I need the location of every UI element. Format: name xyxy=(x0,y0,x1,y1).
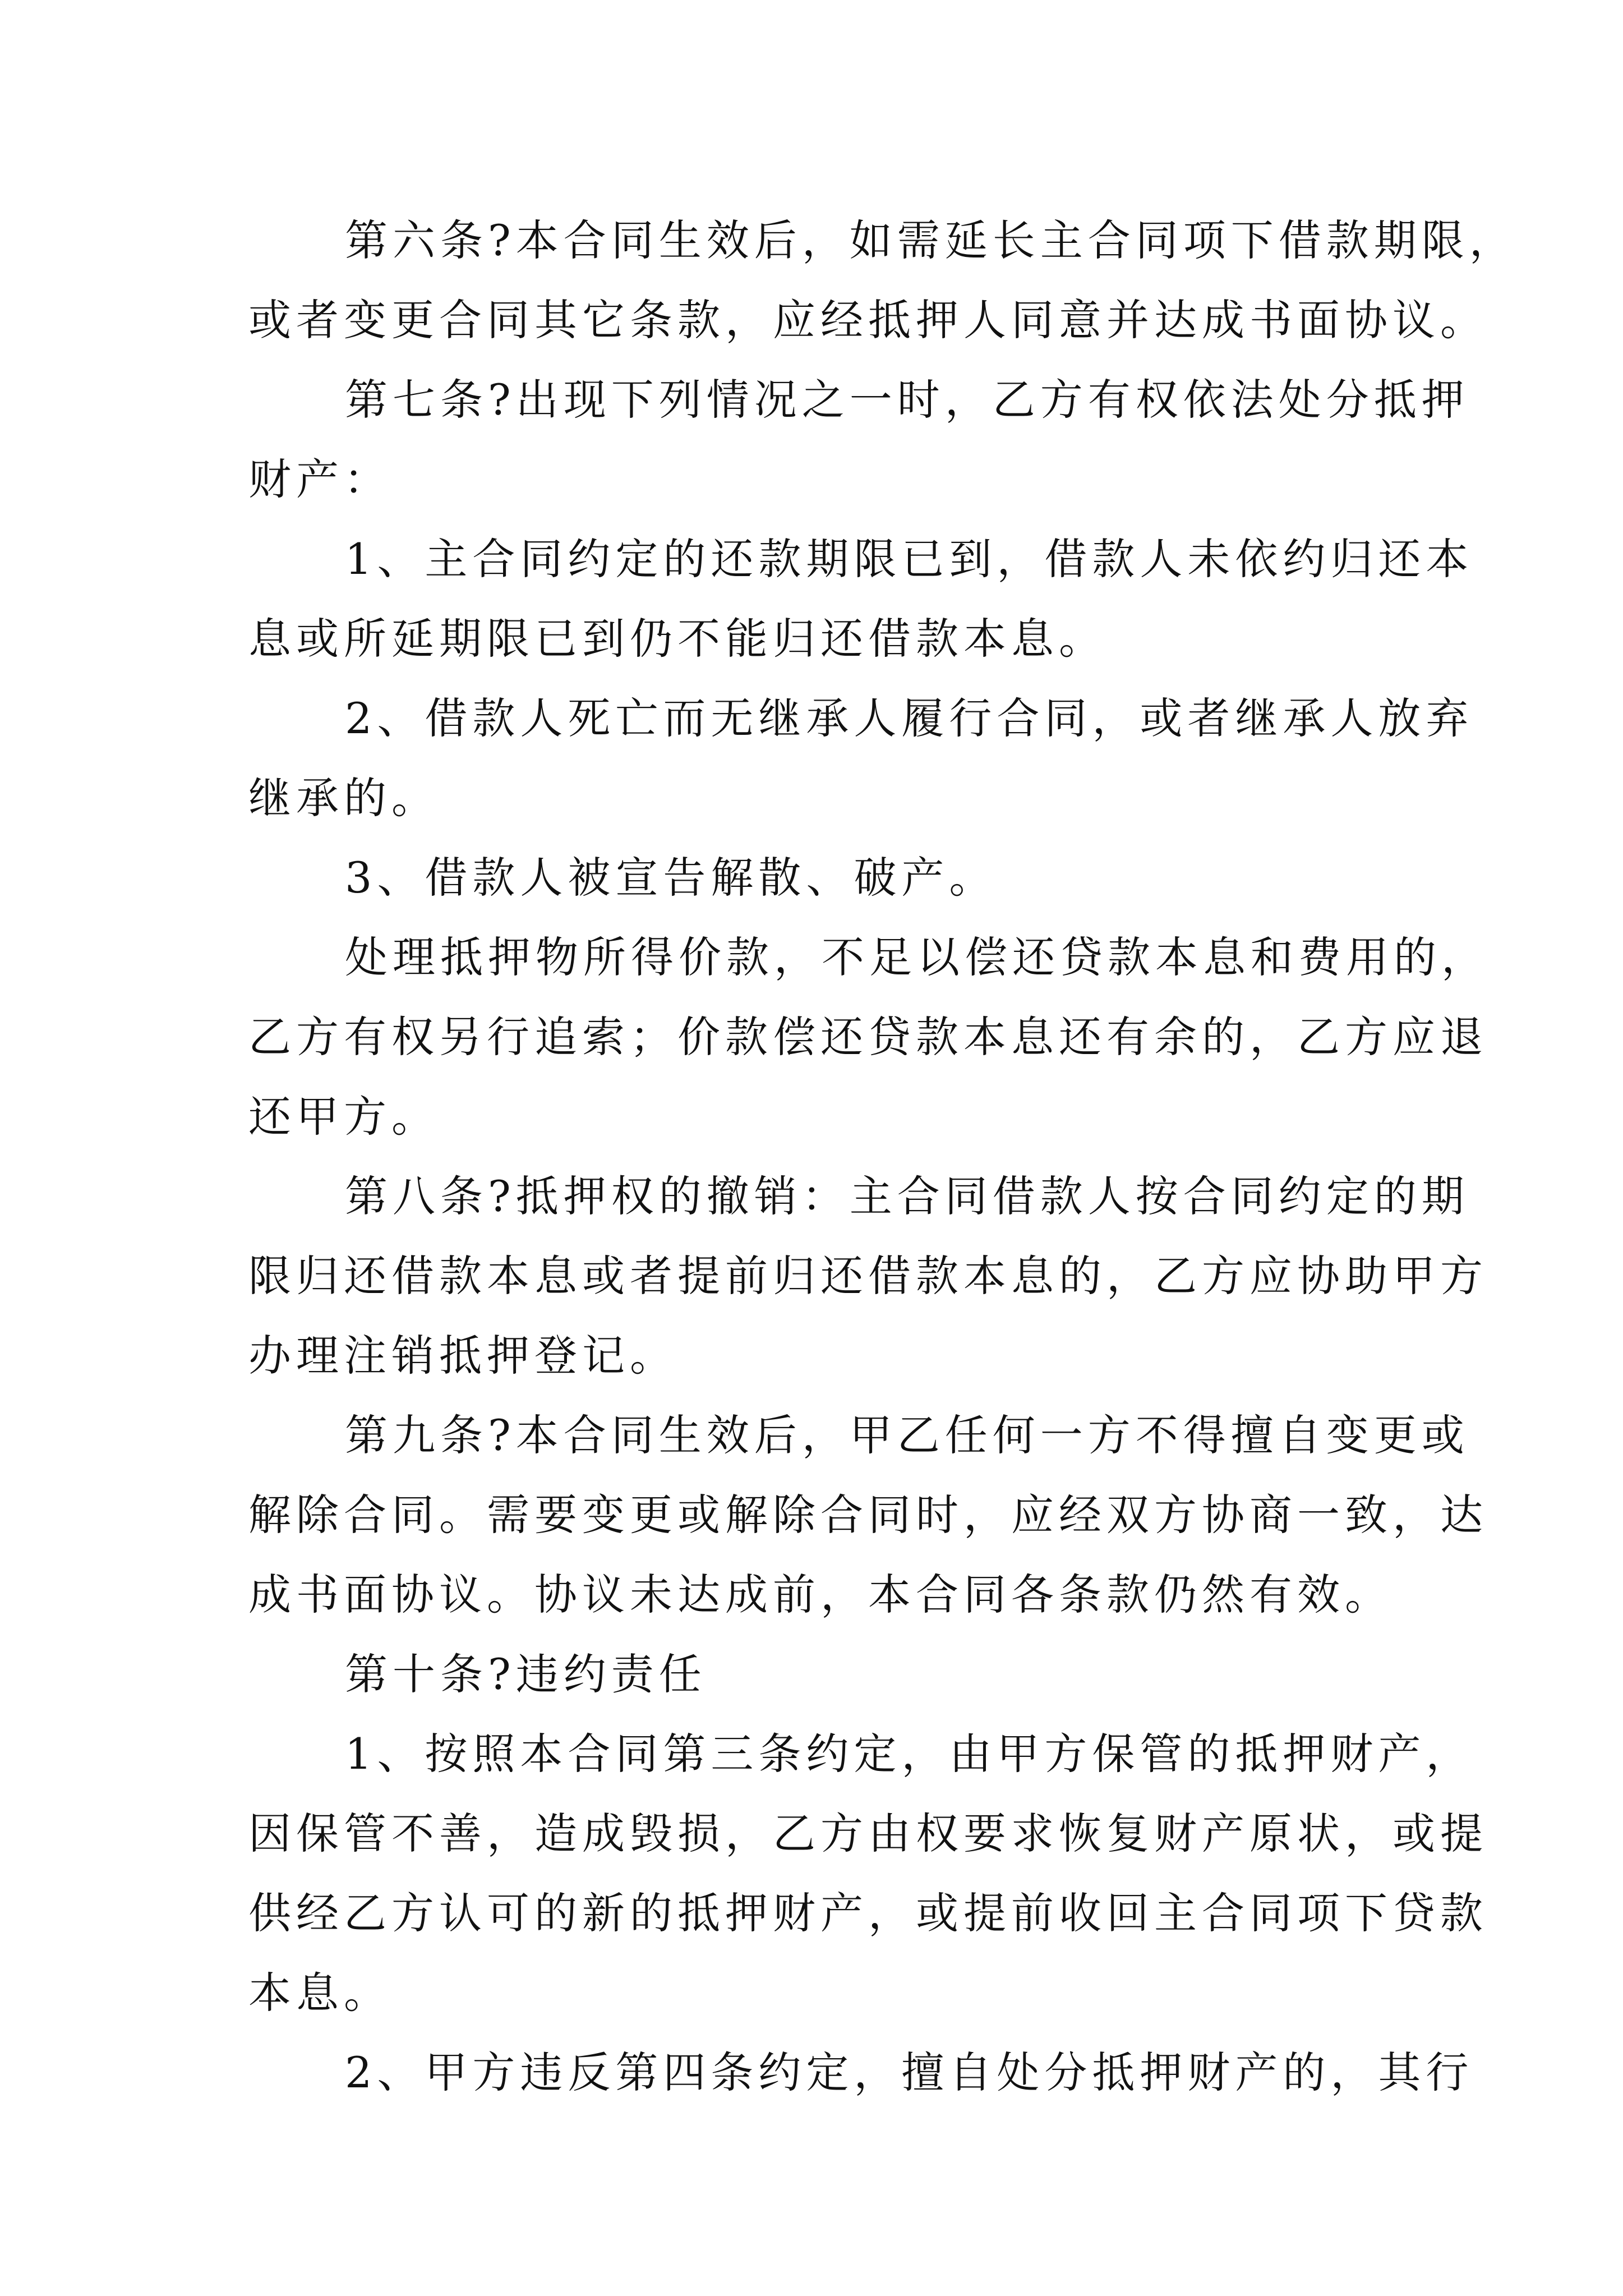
paragraph-line: 第六条?本合同生效后，如需延长主合同项下借款期限， xyxy=(345,215,1517,265)
paragraph-line: 第七条?出现下列情况之一时，乙方有权依法处分抵押 xyxy=(345,375,1469,425)
paragraph-line: 解除合同。需要变更或解除合同时，应经双方协商一致，达 xyxy=(248,1490,1488,1540)
paragraph-line: 息或所延期限已到仍不能归还借款本息。 xyxy=(248,614,1106,664)
paragraph-line: 限归还借款本息或者提前归还借款本息的，乙方应协助甲方 xyxy=(248,1251,1488,1301)
paragraph-line: 2、借款人死亡而无继承人履行合同，或者继承人放弃 xyxy=(345,693,1474,743)
paragraph-article-7-item-2 xyxy=(248,679,1474,838)
paragraph-article-7-item-3 xyxy=(248,838,1415,918)
paragraph-article-10-item-2 xyxy=(248,2033,1474,2113)
paragraph-line: 继承的。 xyxy=(248,773,439,823)
paragraph-line: 或者变更合同其它条款，应经抵押人同意并达成书面协议。 xyxy=(248,295,1488,345)
paragraph-article-7 xyxy=(248,360,1469,519)
paragraph-article-8 xyxy=(248,1157,1488,1396)
paragraph-article-7-item-1 xyxy=(248,519,1474,679)
paragraph-line: 成书面协议。协议未达成前，本合同各条款仍然有效。 xyxy=(248,1570,1393,1619)
paragraph-article-6 xyxy=(248,201,1517,360)
paragraph-line: 2、甲方违反第四条约定，擅自处分抵押财产的，其行 xyxy=(345,2047,1474,2097)
paragraph-line: 本息。 xyxy=(248,1968,391,2018)
paragraph-line: 因保管不善，造成毁损，乙方由权要求恢复财产原状，或提 xyxy=(248,1809,1488,1858)
paragraph-article-10-heading xyxy=(248,1635,1415,1714)
paragraph-line: 3、借款人被宣告解散、破产。 xyxy=(345,853,997,903)
paragraph-line: 供经乙方认可的新的抵押财产，或提前收回主合同项下贷款 xyxy=(248,1888,1488,1938)
paragraph-line: 办理注销抵押登记。 xyxy=(248,1331,677,1381)
paragraph-line: 1、按照本合同第三条约定，由甲方保管的抵押财产， xyxy=(345,1729,1474,1779)
document-body xyxy=(248,201,1517,2113)
paragraph-line: 第十条?违约责任 xyxy=(345,1649,707,1699)
paragraph-line: 处理抵押物所得价款，不足以偿还贷款本息和费用的， xyxy=(345,932,1489,982)
paragraph-line: 第八条?抵押权的撤销：主合同借款人按合同约定的期 xyxy=(345,1171,1469,1221)
paragraph-article-9 xyxy=(248,1396,1488,1635)
paragraph-article-10-item-1 xyxy=(248,1714,1488,2033)
paragraph-line: 第九条?本合同生效后，甲乙任何一方不得擅自变更或 xyxy=(345,1410,1469,1460)
paragraph-line: 1、主合同约定的还款期限已到，借款人未依约归还本 xyxy=(345,534,1474,584)
paragraph-line: 乙方有权另行追索；价款偿还贷款本息还有余的，乙方应退 xyxy=(248,1012,1488,1062)
paragraph-disposal-proceeds xyxy=(248,918,1489,1157)
paragraph-line: 还甲方。 xyxy=(248,1092,439,1142)
paragraph-line: 财产： xyxy=(248,454,391,504)
